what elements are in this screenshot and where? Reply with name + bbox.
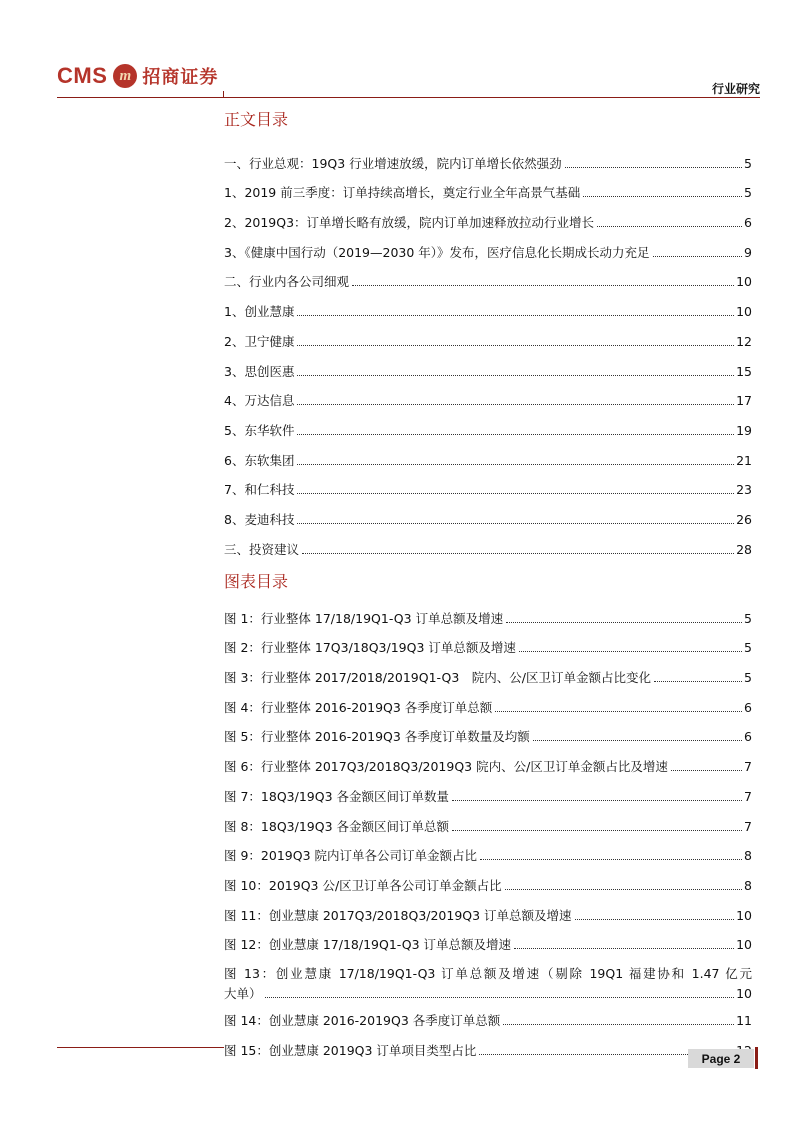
toc-entry[interactable]: [224, 235, 752, 265]
toc-entry-label: 1、2019 前三季度：订单持续高增长，奠定行业全年高景气基础: [224, 185, 581, 201]
toc-entry-page: 7: [744, 818, 752, 834]
toc-entry[interactable]: [224, 779, 752, 809]
toc-entry-label: 二、行业内各公司细观: [224, 274, 350, 290]
toc-leader-dots: [297, 434, 734, 435]
toc-entry[interactable]: [224, 502, 752, 532]
toc-leader-dots: [519, 651, 742, 652]
toc-leader-dots: [297, 493, 734, 494]
toc-entry-page: 5: [744, 610, 752, 626]
toc-entry-page: 10: [736, 274, 752, 290]
toc-entry[interactable]: [224, 631, 752, 661]
toc-leader-dots: [671, 770, 742, 771]
toc-entry[interactable]: [224, 839, 752, 869]
toc-entry-label: 图 5：行业整体 2016-2019Q3 各季度订单数量及均额: [224, 729, 530, 745]
toc-entry-label: 三、投资建议: [224, 541, 300, 557]
toc-entry-page: 26: [736, 511, 752, 527]
toc-entry[interactable]: [224, 443, 752, 473]
toc-entry-page: 17: [736, 393, 752, 409]
toc-leader-dots: [297, 345, 734, 346]
toc-entry-label: 8、麦迪科技: [224, 511, 295, 527]
toc-entry[interactable]: [224, 473, 752, 503]
toc-list: [224, 146, 752, 562]
company-logo: [57, 60, 218, 92]
toc-entry-page: 6: [744, 215, 752, 231]
toc-leader-dots: [452, 800, 742, 801]
toc-leader-dots: [533, 740, 742, 741]
toc-entry-label: 2、2019Q3：订单增长略有放缓，院内订单加速释放拉动行业增长: [224, 215, 595, 231]
toc-entry-page: 10: [736, 907, 752, 923]
toc-entry-label: 一、行业总观：19Q3 行业增速放缓，院内订单增长依然强劲: [224, 155, 562, 171]
toc-entry-page: 5: [744, 640, 752, 656]
toc-entry-label: 图 13：创业慧康 17/18/19Q1-Q3 订单总额及增速（剔除 19Q1 福建协和 1.47 亿元: [224, 966, 752, 982]
toc-entry-label: 3、思创医惠: [224, 363, 295, 379]
toc-entry-page: 7: [744, 759, 752, 775]
toc-entry[interactable]: [224, 690, 752, 720]
logo-emblem-icon: m: [113, 64, 137, 88]
toc-entry-page: 5: [744, 670, 752, 686]
toc-entry[interactable]: [224, 720, 752, 750]
report-type-label: 行业研究: [711, 82, 760, 96]
toc-entry[interactable]: [224, 384, 752, 414]
toc-entry-label: 5、东华软件: [224, 422, 295, 438]
toc-leader-dots: [583, 196, 742, 197]
toc-leader-dots: [506, 622, 742, 623]
toc-leader-dots: [514, 948, 734, 949]
toc-entry-label: 6、东软集团: [224, 452, 295, 468]
toc-entry[interactable]: [224, 413, 752, 443]
header-rule: [57, 97, 760, 98]
toc-entry-label: 图 4：行业整体 2016-2019Q3 各季度订单总额: [224, 699, 493, 715]
toc-entry-page: 12: [736, 333, 752, 349]
toc-leader-dots: [297, 404, 734, 405]
toc-entry-label: 图 3：行业整体 2017/2018/2019Q1-Q3 院内、公/区卫订单金额占比变化: [224, 670, 652, 686]
toc-entry-label: 图 12：创业慧康 17/18/19Q1-Q3 订单总额及增速: [224, 937, 512, 953]
toc-entry[interactable]: [224, 205, 752, 235]
toc-entry[interactable]: [224, 354, 752, 384]
toc-entry-page: 19: [736, 422, 752, 438]
footer-accent-bar: [755, 1047, 758, 1069]
toc-entry-label: 图 7：18Q3/19Q3 各金额区间订单数量: [224, 788, 450, 804]
toc-entry[interactable]: [224, 1033, 752, 1063]
toc-entry[interactable]: [224, 176, 752, 206]
toc-entry[interactable]: [224, 898, 752, 928]
toc-entry-page: 11: [736, 1012, 752, 1028]
toc-leader-dots: [575, 919, 735, 920]
toc-leader-dots: [302, 553, 734, 554]
logo-latin-text: CMS: [57, 63, 108, 88]
toc-leader-dots: [297, 464, 734, 465]
toc-entry[interactable]: [224, 324, 752, 354]
toc-entry-label-continued: 大单）: [224, 986, 262, 1002]
toc-entry[interactable]: [224, 601, 752, 631]
toc-entry-page: 7: [744, 788, 752, 804]
toc-leader-dots: [452, 830, 742, 831]
toc-section-title: 正文目录: [224, 110, 289, 129]
toc-entry[interactable]: [224, 868, 752, 898]
toc-leader-dots: [265, 997, 735, 998]
figures-list: [224, 601, 752, 1063]
toc-entry-page: 6: [744, 729, 752, 745]
toc-entry-page: 10: [736, 986, 752, 1002]
toc-entry-label: 4、万达信息: [224, 393, 295, 409]
toc-entry[interactable]: [224, 265, 752, 295]
toc-entry-page: 15: [736, 363, 752, 379]
toc-entry-label: 图 6：行业整体 2017Q3/2018Q3/2019Q3 院内、公/区卫订单金额占比及增速: [224, 759, 668, 775]
page-number: Page 2: [688, 1049, 754, 1068]
figures-section-title: 图表目录: [224, 572, 289, 591]
toc-entry-label: 图 15：创业慧康 2019Q3 订单项目类型占比: [224, 1042, 477, 1058]
toc-entry-page: 8: [744, 877, 752, 893]
toc-entry[interactable]: [224, 809, 752, 839]
toc-entry[interactable]: [224, 660, 752, 690]
toc-entry-page: 21: [736, 452, 752, 468]
toc-entry-page: 5: [744, 155, 752, 171]
toc-entry-label: 图 14：创业慧康 2016-2019Q3 各季度订单总额: [224, 1012, 501, 1028]
toc-entry-page: 10: [736, 304, 752, 320]
toc-entry-label: 1、创业慧康: [224, 304, 295, 320]
toc-entry[interactable]: [224, 1003, 752, 1033]
toc-leader-dots: [352, 285, 734, 286]
toc-entry-label: 图 11：创业慧康 2017Q3/2018Q3/2019Q3 订单总额及增速: [224, 907, 572, 923]
toc-entry-page: 23: [736, 482, 752, 498]
footer-rule: [57, 1047, 224, 1048]
toc-entry-label: 2、卫宁健康: [224, 333, 295, 349]
toc-leader-dots: [505, 889, 742, 890]
toc-leader-dots: [597, 226, 742, 227]
toc-leader-dots: [297, 315, 734, 316]
toc-entry[interactable]: [224, 146, 752, 176]
toc-entry-page: 6: [744, 699, 752, 715]
toc-leader-dots: [480, 859, 742, 860]
toc-entry[interactable]: [224, 957, 752, 1003]
toc-leader-dots: [297, 375, 734, 376]
toc-entry-page: 10: [736, 937, 752, 953]
toc-entry-label: 图 1：行业整体 17/18/19Q1-Q3 订单总额及增速: [224, 610, 504, 626]
toc-entry[interactable]: [224, 749, 752, 779]
toc-entry-page: 28: [736, 541, 752, 557]
toc-leader-dots: [297, 523, 734, 524]
toc-entry[interactable]: [224, 294, 752, 324]
toc-entry-page: 9: [744, 244, 752, 260]
toc-entry-label: 图 8：18Q3/19Q3 各金额区间订单总额: [224, 818, 450, 834]
toc-entry-label: 7、和仁科技: [224, 482, 295, 498]
toc-entry-page: 8: [744, 848, 752, 864]
logo-chinese-text: 招商证券: [142, 67, 219, 88]
toc-entry[interactable]: [224, 532, 752, 562]
toc-entry-label: 图 9：2019Q3 院内订单各公司订单金额占比: [224, 848, 478, 864]
toc-leader-dots: [503, 1024, 734, 1025]
toc-leader-dots: [653, 256, 742, 257]
toc-entry-label: 图 2：行业整体 17Q3/18Q3/19Q3 订单总额及增速: [224, 640, 516, 656]
toc-entry[interactable]: [224, 928, 752, 958]
toc-leader-dots: [654, 681, 742, 682]
toc-entry-label: 图 10：2019Q3 公/区卫订单各公司订单金额占比: [224, 877, 502, 893]
toc-entry-label: 3、《健康中国行动（2019—2030 年）》发布，医疗信息化长期成长动力充足: [224, 244, 650, 260]
toc-leader-dots: [495, 711, 742, 712]
toc-leader-dots: [565, 167, 742, 168]
toc-entry-page: 5: [744, 185, 752, 201]
